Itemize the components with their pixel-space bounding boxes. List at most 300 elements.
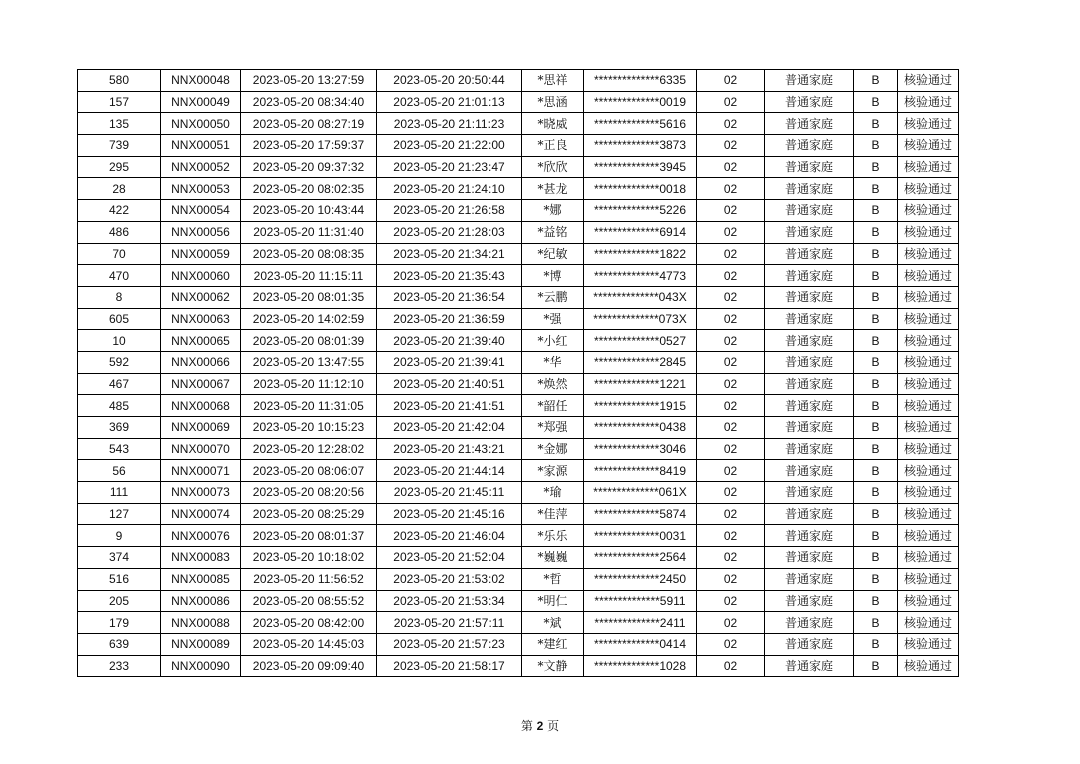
footer-suffix: 页	[547, 719, 560, 733]
cell-start-time: 2023-05-20 08:01:39	[241, 330, 377, 352]
cell-type: 普通家庭	[765, 568, 854, 590]
cell-id-number: **************6914	[584, 221, 697, 243]
cell-id: NNX00069	[161, 417, 241, 439]
table-row	[78, 156, 959, 178]
cell-id-number: **************2845	[584, 351, 697, 373]
cell-status: 核验通过	[898, 460, 959, 482]
cell-status: 核验通过	[898, 547, 959, 569]
cell-start-time: 2023-05-20 08:34:40	[241, 91, 377, 113]
cell-id-number: **************0019	[584, 91, 697, 113]
cell-id: NNX00088	[161, 612, 241, 634]
cell-type: 普通家庭	[765, 482, 854, 504]
cell-id-number: **************2450	[584, 568, 697, 590]
cell-name: *佳萍	[522, 503, 584, 525]
cell-code: 02	[697, 503, 765, 525]
cell-start-time: 2023-05-20 17:59:37	[241, 135, 377, 157]
table-row	[78, 482, 959, 504]
cell-status: 核验通过	[898, 221, 959, 243]
cell-seq: 56	[78, 460, 161, 482]
cell-id: NNX00059	[161, 243, 241, 265]
cell-name: *思祥	[522, 70, 584, 92]
cell-seq: 739	[78, 135, 161, 157]
cell-type: 普通家庭	[765, 395, 854, 417]
cell-name: *金娜	[522, 438, 584, 460]
cell-grade: B	[854, 351, 898, 373]
cell-id-number: **************5616	[584, 113, 697, 135]
cell-status: 核验通过	[898, 568, 959, 590]
cell-code: 02	[697, 243, 765, 265]
cell-type: 普通家庭	[765, 460, 854, 482]
cell-status: 核验通过	[898, 482, 959, 504]
page-number: 2	[536, 719, 544, 733]
cell-id-number: **************2564	[584, 547, 697, 569]
cell-id-number: **************0018	[584, 178, 697, 200]
cell-status: 核验通过	[898, 438, 959, 460]
cell-grade: B	[854, 547, 898, 569]
cell-name: *欣欣	[522, 156, 584, 178]
cell-seq: 157	[78, 91, 161, 113]
cell-end-time: 2023-05-20 21:22:00	[377, 135, 522, 157]
cell-grade: B	[854, 568, 898, 590]
cell-code: 02	[697, 590, 765, 612]
cell-id: NNX00052	[161, 156, 241, 178]
cell-name: *瑜	[522, 482, 584, 504]
cell-name: *晓威	[522, 113, 584, 135]
cell-grade: B	[854, 70, 898, 92]
cell-code: 02	[697, 351, 765, 373]
cell-id: NNX00049	[161, 91, 241, 113]
cell-grade: B	[854, 135, 898, 157]
cell-grade: B	[854, 221, 898, 243]
cell-seq: 592	[78, 351, 161, 373]
table-row	[78, 395, 959, 417]
cell-start-time: 2023-05-20 08:27:19	[241, 113, 377, 135]
table-row	[78, 286, 959, 308]
table-row	[78, 308, 959, 330]
cell-end-time: 2023-05-20 21:24:10	[377, 178, 522, 200]
cell-end-time: 2023-05-20 21:43:21	[377, 438, 522, 460]
cell-seq: 28	[78, 178, 161, 200]
cell-start-time: 2023-05-20 08:02:35	[241, 178, 377, 200]
cell-grade: B	[854, 460, 898, 482]
cell-end-time: 2023-05-20 21:23:47	[377, 156, 522, 178]
cell-type: 普通家庭	[765, 633, 854, 655]
cell-grade: B	[854, 482, 898, 504]
cell-start-time: 2023-05-20 13:27:59	[241, 70, 377, 92]
cell-status: 核验通过	[898, 200, 959, 222]
cell-start-time: 2023-05-20 08:01:37	[241, 525, 377, 547]
cell-id-number: **************3873	[584, 135, 697, 157]
cell-id: NNX00070	[161, 438, 241, 460]
cell-type: 普通家庭	[765, 178, 854, 200]
cell-name: *郑强	[522, 417, 584, 439]
cell-grade: B	[854, 243, 898, 265]
table-row	[78, 568, 959, 590]
cell-code: 02	[697, 178, 765, 200]
cell-status: 核验通过	[898, 308, 959, 330]
cell-id: NNX00065	[161, 330, 241, 352]
cell-id: NNX00089	[161, 633, 241, 655]
cell-id: NNX00053	[161, 178, 241, 200]
cell-name: *博	[522, 265, 584, 287]
table-row	[78, 460, 959, 482]
cell-end-time: 2023-05-20 21:46:04	[377, 525, 522, 547]
cell-id-number: **************043X	[584, 286, 697, 308]
cell-end-time: 2023-05-20 21:40:51	[377, 373, 522, 395]
cell-seq: 486	[78, 221, 161, 243]
cell-seq: 580	[78, 70, 161, 92]
cell-type: 普通家庭	[765, 525, 854, 547]
table-row	[78, 438, 959, 460]
cell-end-time: 2023-05-20 21:34:21	[377, 243, 522, 265]
cell-id: NNX00051	[161, 135, 241, 157]
cell-end-time: 2023-05-20 21:39:41	[377, 351, 522, 373]
cell-id-number: **************3945	[584, 156, 697, 178]
cell-id-number: **************0438	[584, 417, 697, 439]
cell-start-time: 2023-05-20 08:08:35	[241, 243, 377, 265]
table-row	[78, 590, 959, 612]
cell-end-time: 2023-05-20 21:41:51	[377, 395, 522, 417]
table-row	[78, 503, 959, 525]
cell-status: 核验通过	[898, 135, 959, 157]
cell-type: 普通家庭	[765, 91, 854, 113]
cell-code: 02	[697, 482, 765, 504]
cell-name: *斌	[522, 612, 584, 634]
cell-id: NNX00063	[161, 308, 241, 330]
cell-seq: 135	[78, 113, 161, 135]
cell-code: 02	[697, 91, 765, 113]
cell-grade: B	[854, 525, 898, 547]
cell-id: NNX00071	[161, 460, 241, 482]
cell-type: 普通家庭	[765, 243, 854, 265]
cell-id: NNX00050	[161, 113, 241, 135]
cell-type: 普通家庭	[765, 200, 854, 222]
cell-code: 02	[697, 221, 765, 243]
cell-seq: 543	[78, 438, 161, 460]
cell-code: 02	[697, 70, 765, 92]
table-row	[78, 265, 959, 287]
cell-grade: B	[854, 655, 898, 677]
cell-start-time: 2023-05-20 08:55:52	[241, 590, 377, 612]
cell-start-time: 2023-05-20 11:12:10	[241, 373, 377, 395]
cell-grade: B	[854, 503, 898, 525]
cell-code: 02	[697, 633, 765, 655]
cell-code: 02	[697, 655, 765, 677]
cell-status: 核验通过	[898, 395, 959, 417]
cell-end-time: 2023-05-20 21:39:40	[377, 330, 522, 352]
cell-grade: B	[854, 308, 898, 330]
cell-start-time: 2023-05-20 11:56:52	[241, 568, 377, 590]
cell-end-time: 2023-05-20 21:52:04	[377, 547, 522, 569]
cell-seq: 127	[78, 503, 161, 525]
table-row	[78, 135, 959, 157]
cell-start-time: 2023-05-20 08:25:29	[241, 503, 377, 525]
cell-start-time: 2023-05-20 08:20:56	[241, 482, 377, 504]
cell-grade: B	[854, 633, 898, 655]
cell-seq: 485	[78, 395, 161, 417]
cell-code: 02	[697, 200, 765, 222]
cell-type: 普通家庭	[765, 373, 854, 395]
cell-code: 02	[697, 612, 765, 634]
cell-id-number: **************1028	[584, 655, 697, 677]
cell-start-time: 2023-05-20 09:37:32	[241, 156, 377, 178]
cell-id-number: **************5226	[584, 200, 697, 222]
cell-name: *娜	[522, 200, 584, 222]
table-row	[78, 655, 959, 677]
cell-code: 02	[697, 547, 765, 569]
cell-end-time: 2023-05-20 21:53:34	[377, 590, 522, 612]
cell-name: *焕然	[522, 373, 584, 395]
cell-seq: 639	[78, 633, 161, 655]
cell-status: 核验通过	[898, 633, 959, 655]
cell-status: 核验通过	[898, 417, 959, 439]
cell-start-time: 2023-05-20 11:31:40	[241, 221, 377, 243]
cell-name: *纪敏	[522, 243, 584, 265]
cell-name: *正良	[522, 135, 584, 157]
cell-name: *韶任	[522, 395, 584, 417]
cell-id: NNX00073	[161, 482, 241, 504]
cell-grade: B	[854, 156, 898, 178]
cell-grade: B	[854, 590, 898, 612]
cell-name: *小红	[522, 330, 584, 352]
cell-seq: 205	[78, 590, 161, 612]
cell-grade: B	[854, 91, 898, 113]
cell-start-time: 2023-05-20 08:01:35	[241, 286, 377, 308]
cell-seq: 422	[78, 200, 161, 222]
cell-start-time: 2023-05-20 08:06:07	[241, 460, 377, 482]
cell-id: NNX00048	[161, 70, 241, 92]
cell-name: *明仁	[522, 590, 584, 612]
page-footer	[0, 717, 1080, 734]
table-row	[78, 243, 959, 265]
cell-name: *乐乐	[522, 525, 584, 547]
table-row	[78, 525, 959, 547]
cell-id-number: **************1915	[584, 395, 697, 417]
table-row	[78, 178, 959, 200]
cell-start-time: 2023-05-20 09:09:40	[241, 655, 377, 677]
cell-grade: B	[854, 178, 898, 200]
table-row	[78, 547, 959, 569]
cell-status: 核验通过	[898, 243, 959, 265]
cell-start-time: 2023-05-20 13:47:55	[241, 351, 377, 373]
cell-id-number: **************2411	[584, 612, 697, 634]
cell-code: 02	[697, 568, 765, 590]
cell-name: *文静	[522, 655, 584, 677]
cell-status: 核验通过	[898, 265, 959, 287]
table-row	[78, 113, 959, 135]
cell-end-time: 2023-05-20 21:45:16	[377, 503, 522, 525]
cell-id-number: **************073X	[584, 308, 697, 330]
cell-seq: 8	[78, 286, 161, 308]
cell-id: NNX00090	[161, 655, 241, 677]
cell-start-time: 2023-05-20 08:42:00	[241, 612, 377, 634]
cell-id: NNX00086	[161, 590, 241, 612]
table-row	[78, 633, 959, 655]
cell-code: 02	[697, 438, 765, 460]
cell-seq: 9	[78, 525, 161, 547]
data-table	[77, 69, 959, 677]
cell-name: *哲	[522, 568, 584, 590]
cell-id: NNX00067	[161, 373, 241, 395]
table-row	[78, 200, 959, 222]
cell-type: 普通家庭	[765, 70, 854, 92]
cell-status: 核验通过	[898, 351, 959, 373]
cell-start-time: 2023-05-20 11:15:11	[241, 265, 377, 287]
cell-id-number: **************8419	[584, 460, 697, 482]
cell-type: 普通家庭	[765, 590, 854, 612]
cell-seq: 70	[78, 243, 161, 265]
cell-type: 普通家庭	[765, 417, 854, 439]
cell-name: *巍巍	[522, 547, 584, 569]
cell-end-time: 2023-05-20 21:42:04	[377, 417, 522, 439]
cell-id-number: **************0414	[584, 633, 697, 655]
cell-end-time: 2023-05-20 21:35:43	[377, 265, 522, 287]
cell-type: 普通家庭	[765, 655, 854, 677]
cell-status: 核验通过	[898, 178, 959, 200]
cell-id-number: **************061X	[584, 482, 697, 504]
cell-end-time: 2023-05-20 21:36:59	[377, 308, 522, 330]
cell-status: 核验通过	[898, 156, 959, 178]
cell-seq: 10	[78, 330, 161, 352]
cell-type: 普通家庭	[765, 286, 854, 308]
cell-status: 核验通过	[898, 612, 959, 634]
cell-status: 核验通过	[898, 503, 959, 525]
cell-id-number: **************0527	[584, 330, 697, 352]
cell-grade: B	[854, 113, 898, 135]
cell-id: NNX00085	[161, 568, 241, 590]
cell-seq: 233	[78, 655, 161, 677]
cell-grade: B	[854, 265, 898, 287]
cell-end-time: 2023-05-20 21:53:02	[377, 568, 522, 590]
cell-start-time: 2023-05-20 11:31:05	[241, 395, 377, 417]
cell-status: 核验通过	[898, 373, 959, 395]
cell-grade: B	[854, 417, 898, 439]
table-row	[78, 417, 959, 439]
cell-id: NNX00076	[161, 525, 241, 547]
cell-end-time: 2023-05-20 21:44:14	[377, 460, 522, 482]
cell-type: 普通家庭	[765, 156, 854, 178]
cell-start-time: 2023-05-20 14:02:59	[241, 308, 377, 330]
cell-grade: B	[854, 286, 898, 308]
cell-grade: B	[854, 395, 898, 417]
cell-status: 核验通过	[898, 286, 959, 308]
cell-code: 02	[697, 113, 765, 135]
table-row	[78, 70, 959, 92]
cell-status: 核验通过	[898, 330, 959, 352]
cell-name: *甚龙	[522, 178, 584, 200]
cell-name: *华	[522, 351, 584, 373]
cell-code: 02	[697, 286, 765, 308]
cell-code: 02	[697, 417, 765, 439]
cell-name: *云鹏	[522, 286, 584, 308]
cell-end-time: 2023-05-20 21:01:13	[377, 91, 522, 113]
cell-id: NNX00056	[161, 221, 241, 243]
cell-id-number: **************5874	[584, 503, 697, 525]
cell-type: 普通家庭	[765, 503, 854, 525]
cell-seq: 374	[78, 547, 161, 569]
cell-start-time: 2023-05-20 10:15:23	[241, 417, 377, 439]
cell-type: 普通家庭	[765, 330, 854, 352]
cell-type: 普通家庭	[765, 547, 854, 569]
cell-grade: B	[854, 200, 898, 222]
cell-id: NNX00054	[161, 200, 241, 222]
cell-end-time: 2023-05-20 21:36:54	[377, 286, 522, 308]
cell-end-time: 2023-05-20 21:57:23	[377, 633, 522, 655]
table-row	[78, 91, 959, 113]
cell-id: NNX00066	[161, 351, 241, 373]
cell-id: NNX00062	[161, 286, 241, 308]
cell-id: NNX00060	[161, 265, 241, 287]
cell-grade: B	[854, 612, 898, 634]
cell-id: NNX00074	[161, 503, 241, 525]
table-row	[78, 373, 959, 395]
cell-type: 普通家庭	[765, 351, 854, 373]
cell-code: 02	[697, 156, 765, 178]
cell-type: 普通家庭	[765, 221, 854, 243]
cell-id-number: **************3046	[584, 438, 697, 460]
cell-end-time: 2023-05-20 21:45:11	[377, 482, 522, 504]
cell-code: 02	[697, 525, 765, 547]
cell-id-number: **************6335	[584, 70, 697, 92]
cell-type: 普通家庭	[765, 113, 854, 135]
cell-id-number: **************4773	[584, 265, 697, 287]
cell-start-time: 2023-05-20 10:18:02	[241, 547, 377, 569]
cell-seq: 295	[78, 156, 161, 178]
cell-end-time: 2023-05-20 21:11:23	[377, 113, 522, 135]
cell-seq: 605	[78, 308, 161, 330]
cell-name: *益铭	[522, 221, 584, 243]
cell-end-time: 2023-05-20 21:26:58	[377, 200, 522, 222]
table-row	[78, 351, 959, 373]
cell-code: 02	[697, 373, 765, 395]
cell-type: 普通家庭	[765, 265, 854, 287]
cell-start-time: 2023-05-20 10:43:44	[241, 200, 377, 222]
cell-code: 02	[697, 265, 765, 287]
table-row	[78, 221, 959, 243]
cell-start-time: 2023-05-20 14:45:03	[241, 633, 377, 655]
cell-id-number: **************5911	[584, 590, 697, 612]
cell-code: 02	[697, 460, 765, 482]
cell-seq: 179	[78, 612, 161, 634]
cell-id: NNX00083	[161, 547, 241, 569]
cell-end-time: 2023-05-20 21:57:11	[377, 612, 522, 634]
cell-status: 核验通过	[898, 525, 959, 547]
table-row	[78, 612, 959, 634]
cell-seq: 470	[78, 265, 161, 287]
cell-type: 普通家庭	[765, 438, 854, 460]
cell-id: NNX00068	[161, 395, 241, 417]
cell-name: *强	[522, 308, 584, 330]
cell-seq: 467	[78, 373, 161, 395]
cell-code: 02	[697, 395, 765, 417]
cell-id-number: **************1221	[584, 373, 697, 395]
table-row	[78, 330, 959, 352]
cell-end-time: 2023-05-20 21:58:17	[377, 655, 522, 677]
footer-prefix: 第	[520, 719, 533, 733]
cell-status: 核验通过	[898, 70, 959, 92]
cell-status: 核验通过	[898, 91, 959, 113]
cell-start-time: 2023-05-20 12:28:02	[241, 438, 377, 460]
cell-grade: B	[854, 373, 898, 395]
cell-seq: 369	[78, 417, 161, 439]
cell-grade: B	[854, 438, 898, 460]
cell-end-time: 2023-05-20 20:50:44	[377, 70, 522, 92]
cell-id-number: **************0031	[584, 525, 697, 547]
cell-status: 核验通过	[898, 113, 959, 135]
cell-type: 普通家庭	[765, 135, 854, 157]
cell-name: *建红	[522, 633, 584, 655]
cell-type: 普通家庭	[765, 612, 854, 634]
